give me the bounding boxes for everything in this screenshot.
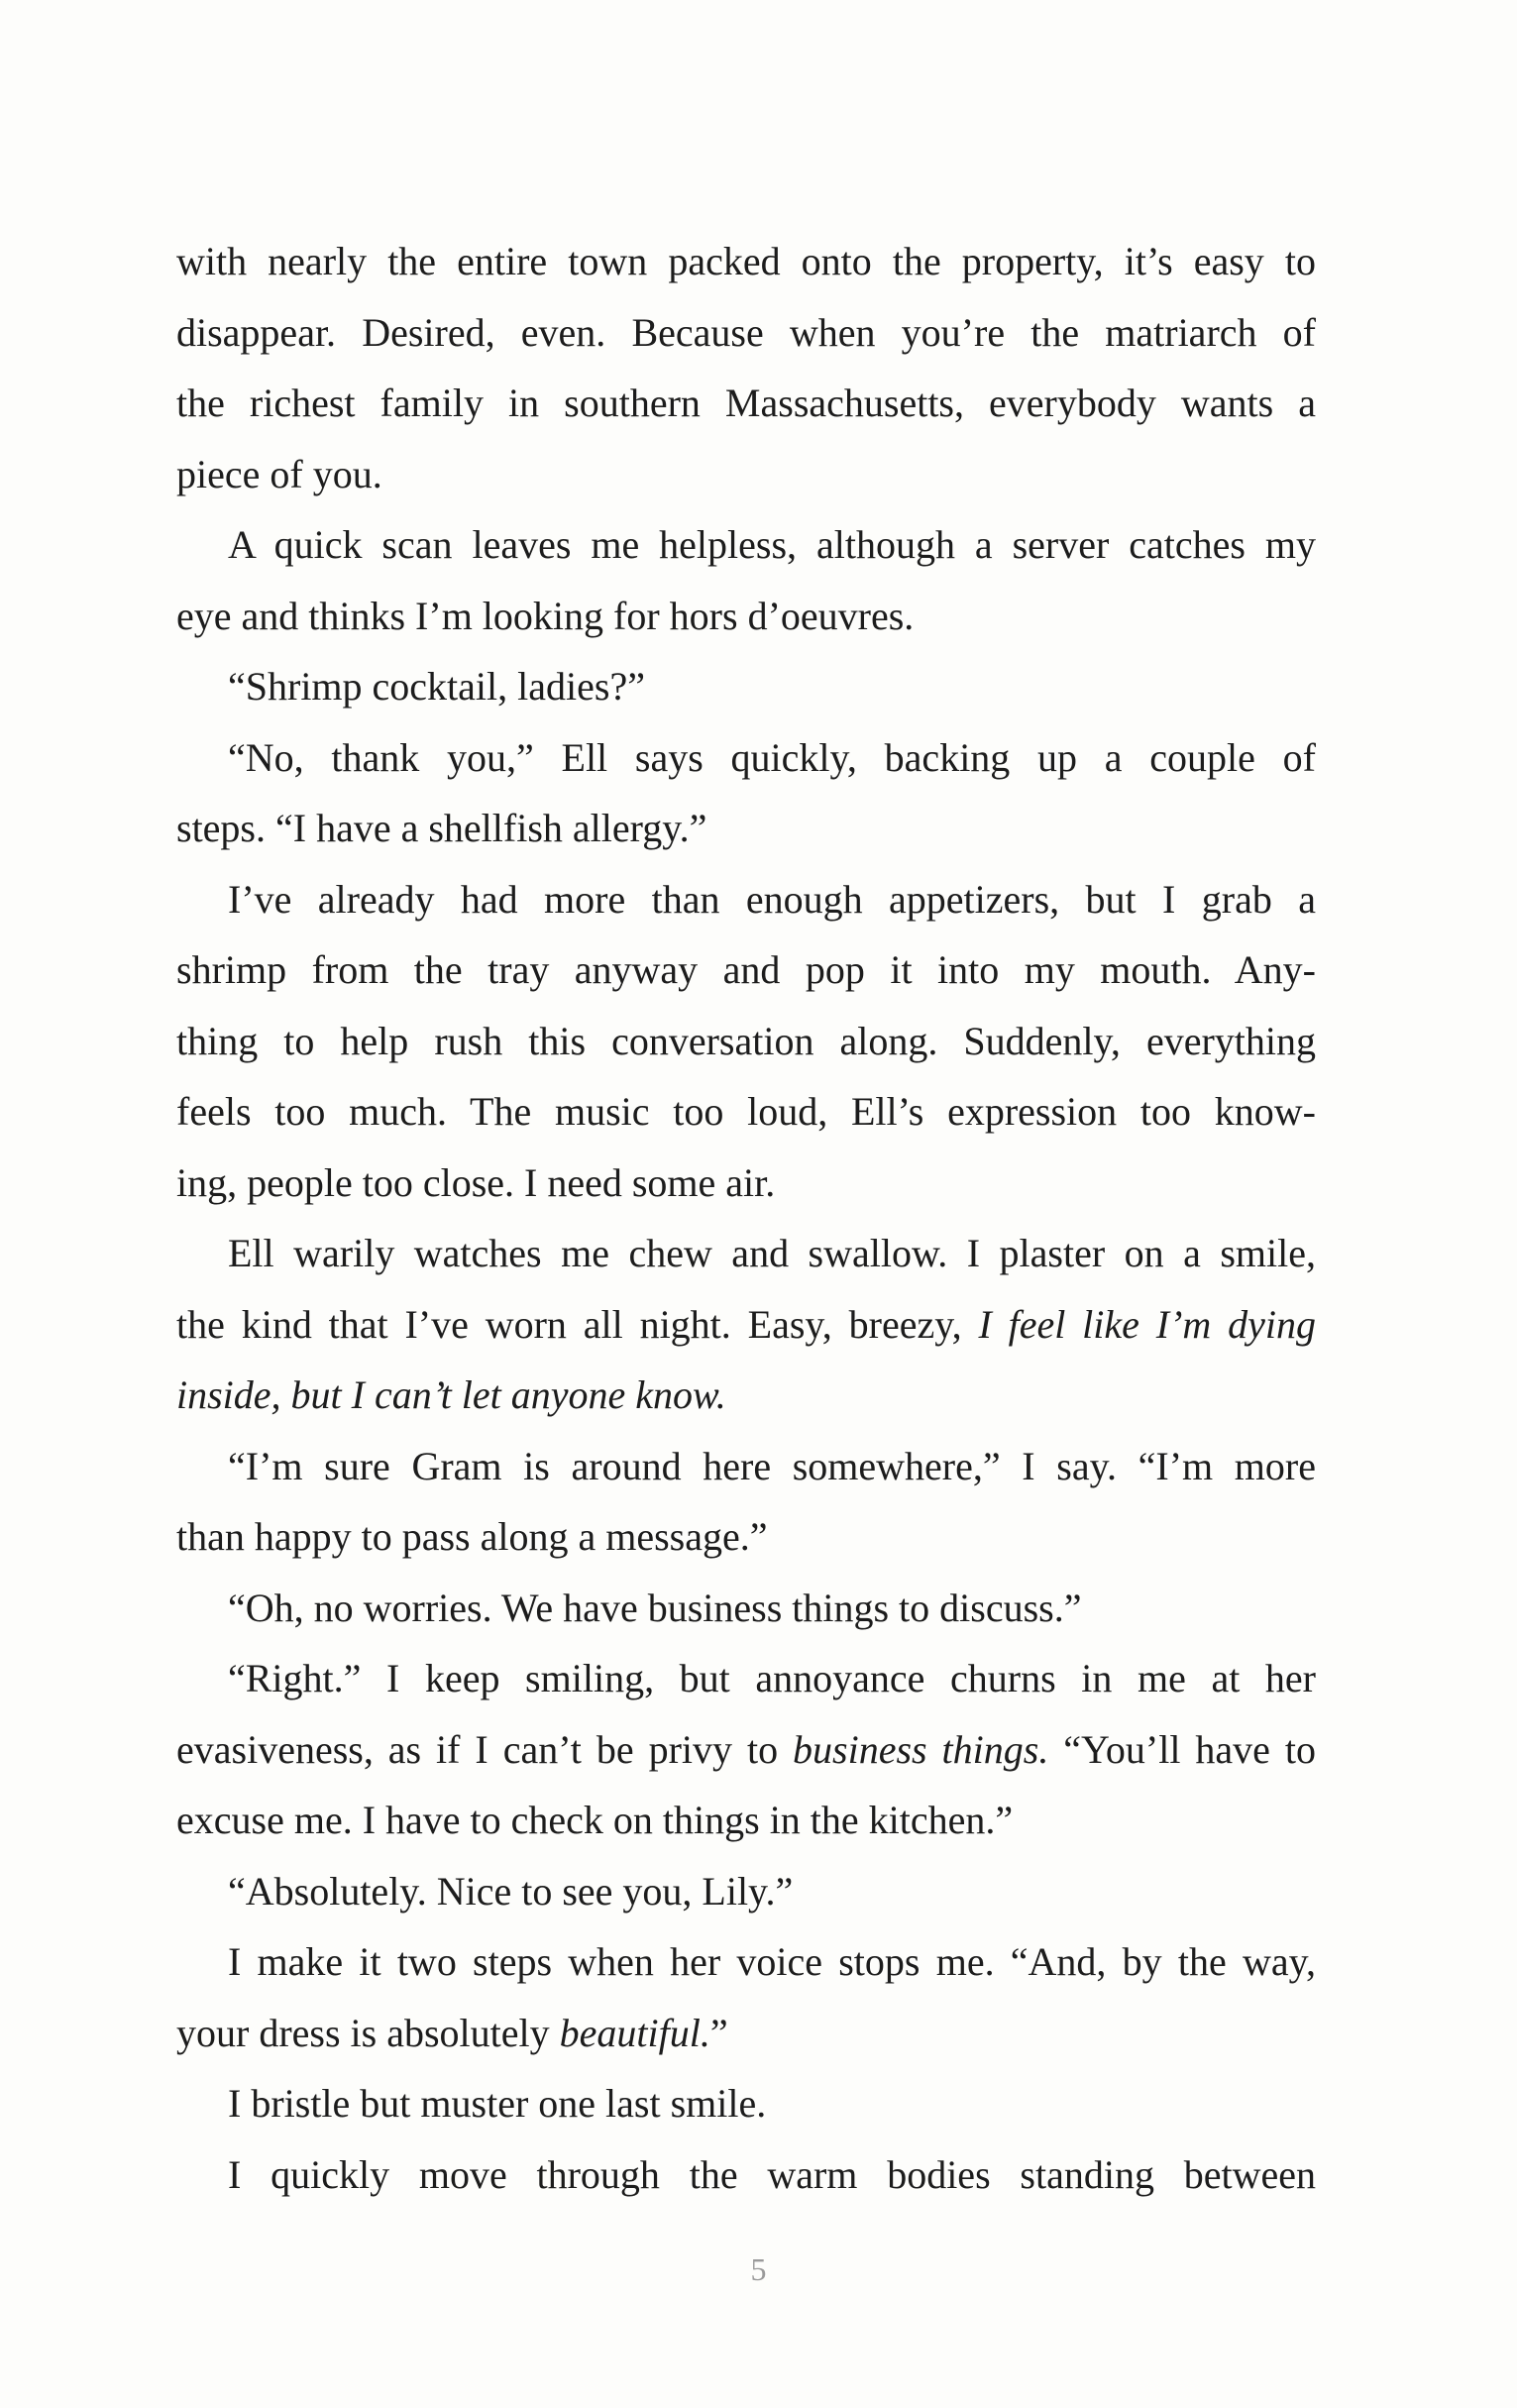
text-line (176, 793, 1316, 864)
line-text: the richest family in southern Massachusetts, everybody wants a (176, 381, 1316, 425)
line-text: feels too much. The music too loud, Ell’s expression too know- (176, 1089, 1316, 1134)
line-text: “I’m sure Gram is around here somewhere,” I say. “I’m more (228, 1443, 1316, 1488)
text-line (176, 722, 1316, 794)
text-line (176, 1501, 1316, 1573)
line-text: thing to help rush this conversation along. Suddenly, everything (176, 1018, 1316, 1063)
line-text: your dress is absolutely (176, 2010, 560, 2055)
text-line (176, 368, 1316, 439)
line-text: piece of you. (176, 451, 382, 496)
line-text: I quickly move through the warm bodies standing between (228, 2151, 1316, 2197)
body-text (176, 226, 1316, 2210)
line-text: steps. “I have a shellfish allergy.” (176, 806, 707, 850)
line-text: I’ve already had more than enough appetizers, but I grab a (228, 876, 1316, 922)
line-text: with nearly the entire town packed onto the property, it’s easy to (176, 239, 1316, 283)
text-line (176, 297, 1316, 369)
line-text: eye and thinks I’m looking for hors d’oeuvres. (176, 593, 915, 638)
text-line (176, 1360, 1316, 1431)
text-line (176, 651, 1316, 722)
line-text: ing, people too close. I need some air. (176, 1159, 776, 1205)
line-italic-text: I feel like I’m dying (978, 1301, 1316, 1347)
text-line (176, 1006, 1316, 1077)
text-line (176, 934, 1316, 1006)
line-text-after: ” (709, 2010, 728, 2055)
line-italic-text: inside, but I can’t let anyone know. (176, 1372, 726, 1417)
text-line (176, 2139, 1316, 2211)
line-text: evasiveness, as if I can’t be privy to (176, 1726, 794, 1772)
line-text: “No, thank you,” Ell says quickly, backing up a couple of (228, 734, 1316, 780)
line-text: I make it two steps when her voice stops me. “And, by the way, (228, 1939, 1316, 1984)
text-line (176, 1856, 1316, 1927)
text-line (176, 581, 1316, 652)
text-line (176, 1643, 1316, 1714)
line-text: “Absolutely. Nice to see you, Lily.” (228, 1868, 794, 1914)
line-italic-text: business things. (793, 1726, 1049, 1772)
text-line (176, 226, 1316, 297)
page-number: 5 (750, 2251, 767, 2287)
line-text-after: “You’ll have to (1048, 1726, 1317, 1772)
line-text: “Shrimp cocktail, ladies?” (228, 664, 645, 709)
text-line (176, 1148, 1316, 1219)
text-line (176, 509, 1316, 581)
line-text: “Right.” I keep smiling, but annoyance churns in me at her (228, 1656, 1316, 1700)
text-line (176, 1714, 1316, 1786)
text-line (176, 1431, 1316, 1502)
text-line (176, 1289, 1316, 1361)
line-text: I bristle but muster one last smile. (228, 2081, 767, 2126)
text-line (176, 2068, 1316, 2139)
line-text: Ell warily watches me chew and swallow. I plaster on a smile, (228, 1231, 1316, 1275)
line-text: the kind that I’ve worn all night. Easy, breezy, (176, 1301, 979, 1347)
text-line (176, 1998, 1316, 2069)
line-text: “Oh, no worries. We have business things to discuss.” (228, 1585, 1082, 1630)
text-line (176, 439, 1316, 510)
text-line (176, 1573, 1316, 1644)
line-text: excuse me. I have to check on things in the kitchen.” (176, 1798, 1014, 1842)
line-text: A quick scan leaves me helpless, although a server catches my (228, 522, 1316, 567)
text-line (176, 1785, 1316, 1856)
text-line (176, 1218, 1316, 1289)
text-line (176, 1076, 1316, 1148)
line-text: shrimp from the tray anyway and pop it into my mouth. Any- (176, 947, 1316, 992)
line-text: disappear. Desired, even. Because when you’re the matriarch of (176, 309, 1316, 355)
line-text: than happy to pass along a message.” (176, 1514, 768, 1559)
text-line (176, 864, 1316, 935)
text-line (176, 1926, 1316, 1998)
line-italic-text: beautiful. (559, 2010, 710, 2055)
